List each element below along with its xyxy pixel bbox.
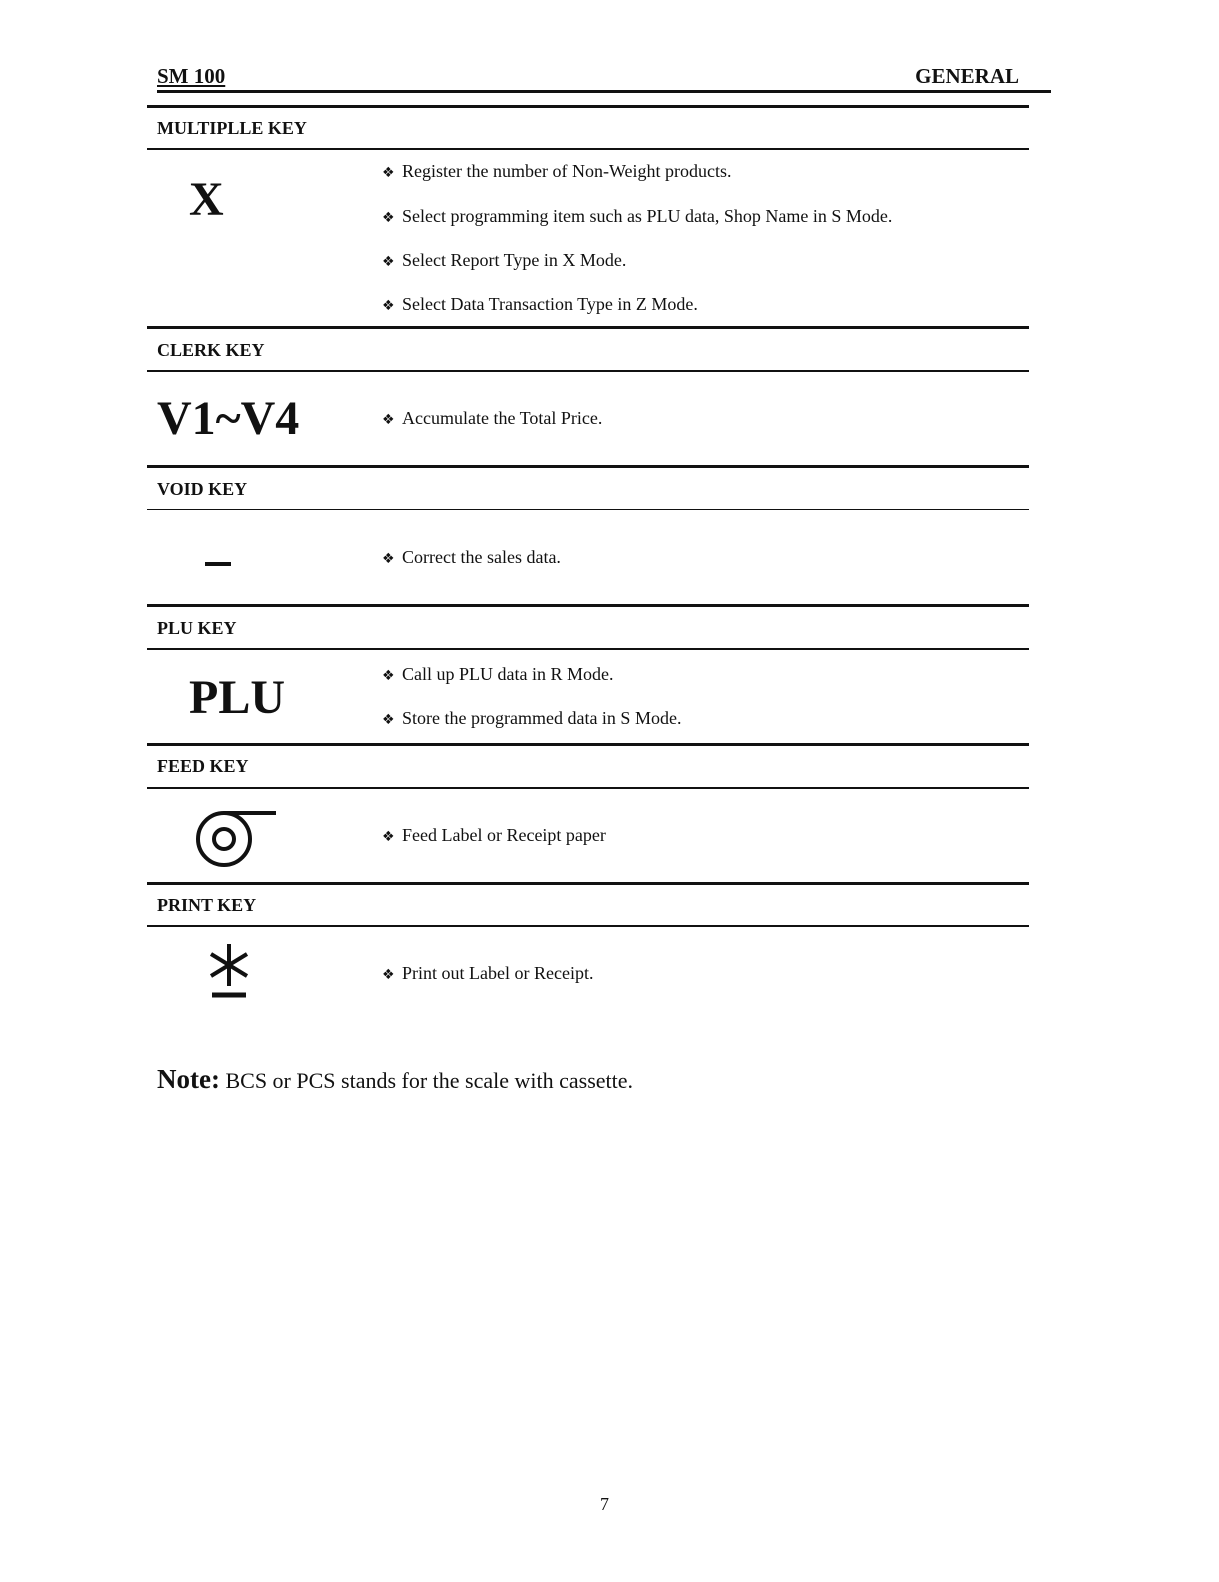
note-label: Note: xyxy=(157,1064,220,1094)
divider xyxy=(147,925,1029,927)
bullet-item: ❖ Feed Label or Receipt paper xyxy=(382,825,606,845)
divider xyxy=(147,743,1029,746)
bullet-item: ❖ Accumulate the Total Price. xyxy=(382,408,603,428)
divider xyxy=(147,326,1029,329)
bullet-item: ❖ Select Report Type in X Mode. xyxy=(382,250,627,270)
plu-key-symbol: PLU xyxy=(189,671,285,724)
bullet-item: ❖ Correct the sales data. xyxy=(382,547,561,567)
page-number: 7 xyxy=(600,1494,609,1514)
page-header xyxy=(157,62,1051,93)
bullet-item: ❖ Call up PLU data in R Mode. xyxy=(382,664,614,684)
note xyxy=(157,1064,633,1095)
divider xyxy=(147,148,1029,150)
note-text: BCS or PCS stands for the scale with cassette. xyxy=(219,1068,634,1093)
bullet-item: ❖ Store the programmed data in S Mode. xyxy=(382,708,682,728)
multiple-key-symbol: X xyxy=(189,173,224,226)
paper-roll-icon xyxy=(194,808,278,870)
divider xyxy=(147,882,1029,885)
asterisk-print-icon xyxy=(208,942,250,1000)
minus-icon xyxy=(205,562,231,566)
clerk-key-symbol: V1~V4 xyxy=(157,392,300,445)
bullet-item: ❖ Register the number of Non-Weight products. xyxy=(382,161,732,181)
header-section: GENERAL xyxy=(915,64,1019,88)
divider xyxy=(147,105,1029,108)
divider xyxy=(147,787,1029,789)
section-title-multiple: MULTIPLLE KEY xyxy=(157,118,307,138)
section-title-print: PRINT KEY xyxy=(157,895,257,915)
divider xyxy=(147,604,1029,607)
divider xyxy=(147,370,1029,372)
bullet-item: ❖ Select Data Transaction Type in Z Mode. xyxy=(382,294,698,314)
section-title-plu: PLU KEY xyxy=(157,618,237,638)
divider xyxy=(147,465,1029,468)
header-model: SM 100 xyxy=(157,64,226,88)
section-title-clerk: CLERK KEY xyxy=(157,340,265,360)
bullet-item: ❖ Print out Label or Receipt. xyxy=(382,963,594,983)
divider xyxy=(147,509,1029,510)
divider xyxy=(147,648,1029,650)
section-title-feed: FEED KEY xyxy=(157,756,249,776)
bullet-item: ❖ Select programming item such as PLU data, Shop Name in S Mode. xyxy=(382,206,893,226)
section-title-void: VOID KEY xyxy=(157,479,248,499)
